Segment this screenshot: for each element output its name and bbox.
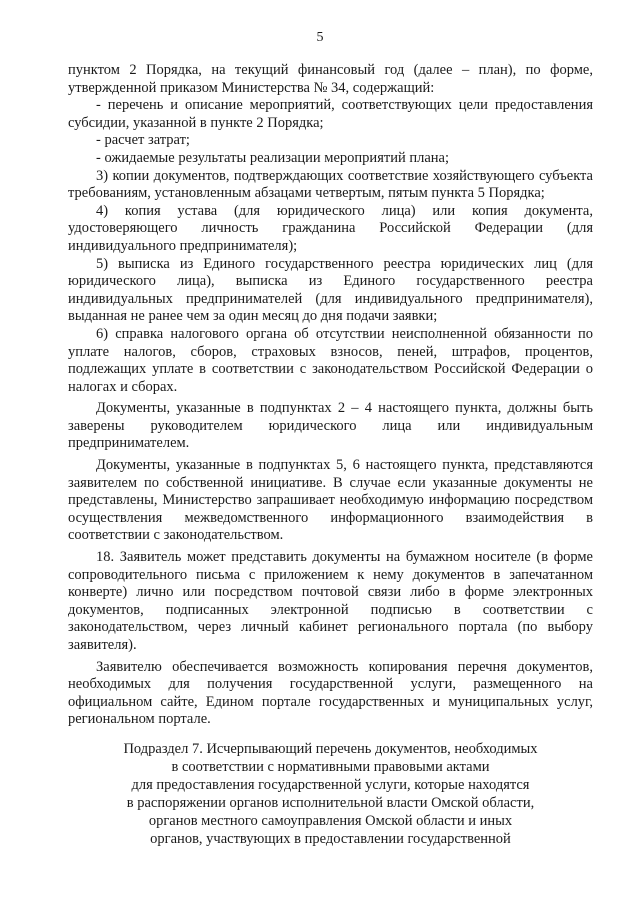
subitem-6: 6) справка налогового органа об отсутствии неисполненной обязанности по уплате налогов, сборов, страховых взносов, пеней, штрафов, процентов, подлежащих уплате в соответствии с законодательством Российской Федерации о налогах и сборах. <box>68 325 593 395</box>
paragraph-own-initiative: Документы, указанные в подпунктах 5, 6 настоящего пункта, представляются заявителем по собственной инициативе. В случае если указанные документы не представлены, Министерство запрашивает необходимую информацию посредством осуществления межведомственного информационного взаимодействия в соответствии с законодательством. <box>68 457 593 544</box>
list-item-measures: - перечень и описание мероприятий, соответствующих цели предоставления субсидии, указанной в пункте 2 Порядка; <box>68 97 593 131</box>
heading-line: Подраздел 7. Исчерпывающий перечень документов, необходимых <box>123 741 538 757</box>
subitem-5: 5) выписка из Единого государственного реестра юридических лиц (для юридического лица), выписка из Единого государственного реестра индивидуальных предпринимателей (для индивидуального предпринимателя), выданная не ранее чем за один месяц до дня подачи заявки; <box>68 255 593 325</box>
heading-line: в распоряжении органов исполнительной власти Омской области, <box>126 795 535 811</box>
heading-line: в соответствии с нормативными правовыми актами <box>171 759 490 775</box>
subitem-3: 3) копии документов, подтверждающих соответствие хозяйствующего субъекта требованиям, установленным абзацами четвертым, пятым пункта 5 Порядка; <box>68 167 593 202</box>
page-number: 5 <box>316 30 324 45</box>
subitem-4: 4) копия устава (для юридического лица) или копия документа, удостоверяющего личность гражданина Российской Федерации (для индивидуального предпринимателя); <box>68 202 593 254</box>
heading-line: органов, участвующих в предоставлении государственной <box>150 831 511 847</box>
paragraph-continuation: пунктом 2 Порядка, на текущий финансовый год (далее – план), по форме, утвержденной приказом Министерства № 34, содержащий: <box>68 62 593 96</box>
paragraph-certification: Документы, указанные в подпунктах 2 – 4 настоящего пункта, должны быть заверены руководителем юридического лица или индивидуальным предпринимателем. <box>68 400 593 452</box>
list-item-costs: - расчет затрат; <box>96 132 190 149</box>
list-item-results: - ожидаемые результаты реализации мероприятий плана; <box>96 149 449 166</box>
subsection-7-heading <box>68 740 593 848</box>
paragraph-copying: Заявителю обеспечивается возможность копирования перечня документов, необходимых для получения государственной услуги, размещенного на официальном сайте, Едином портале государственных и муниципальных услуг, региональном портале. <box>68 658 593 728</box>
document-body <box>68 62 593 729</box>
paragraph-18: 18. Заявитель может представить документы на бумажном носителе (в форме сопроводительного письма с приложением к нему документов в запечатанном конверте) лично или посредством почтовой связи либо в форме электронных документов, подписанных электронной подписью в соответствии с законодательством, через личный кабинет регионального портала (по выбору заявителя). <box>68 549 593 653</box>
heading-line: для предоставления государственной услуги, которые находятся <box>131 777 530 793</box>
heading-line: органов местного самоуправления Омской области и иных <box>148 813 513 829</box>
